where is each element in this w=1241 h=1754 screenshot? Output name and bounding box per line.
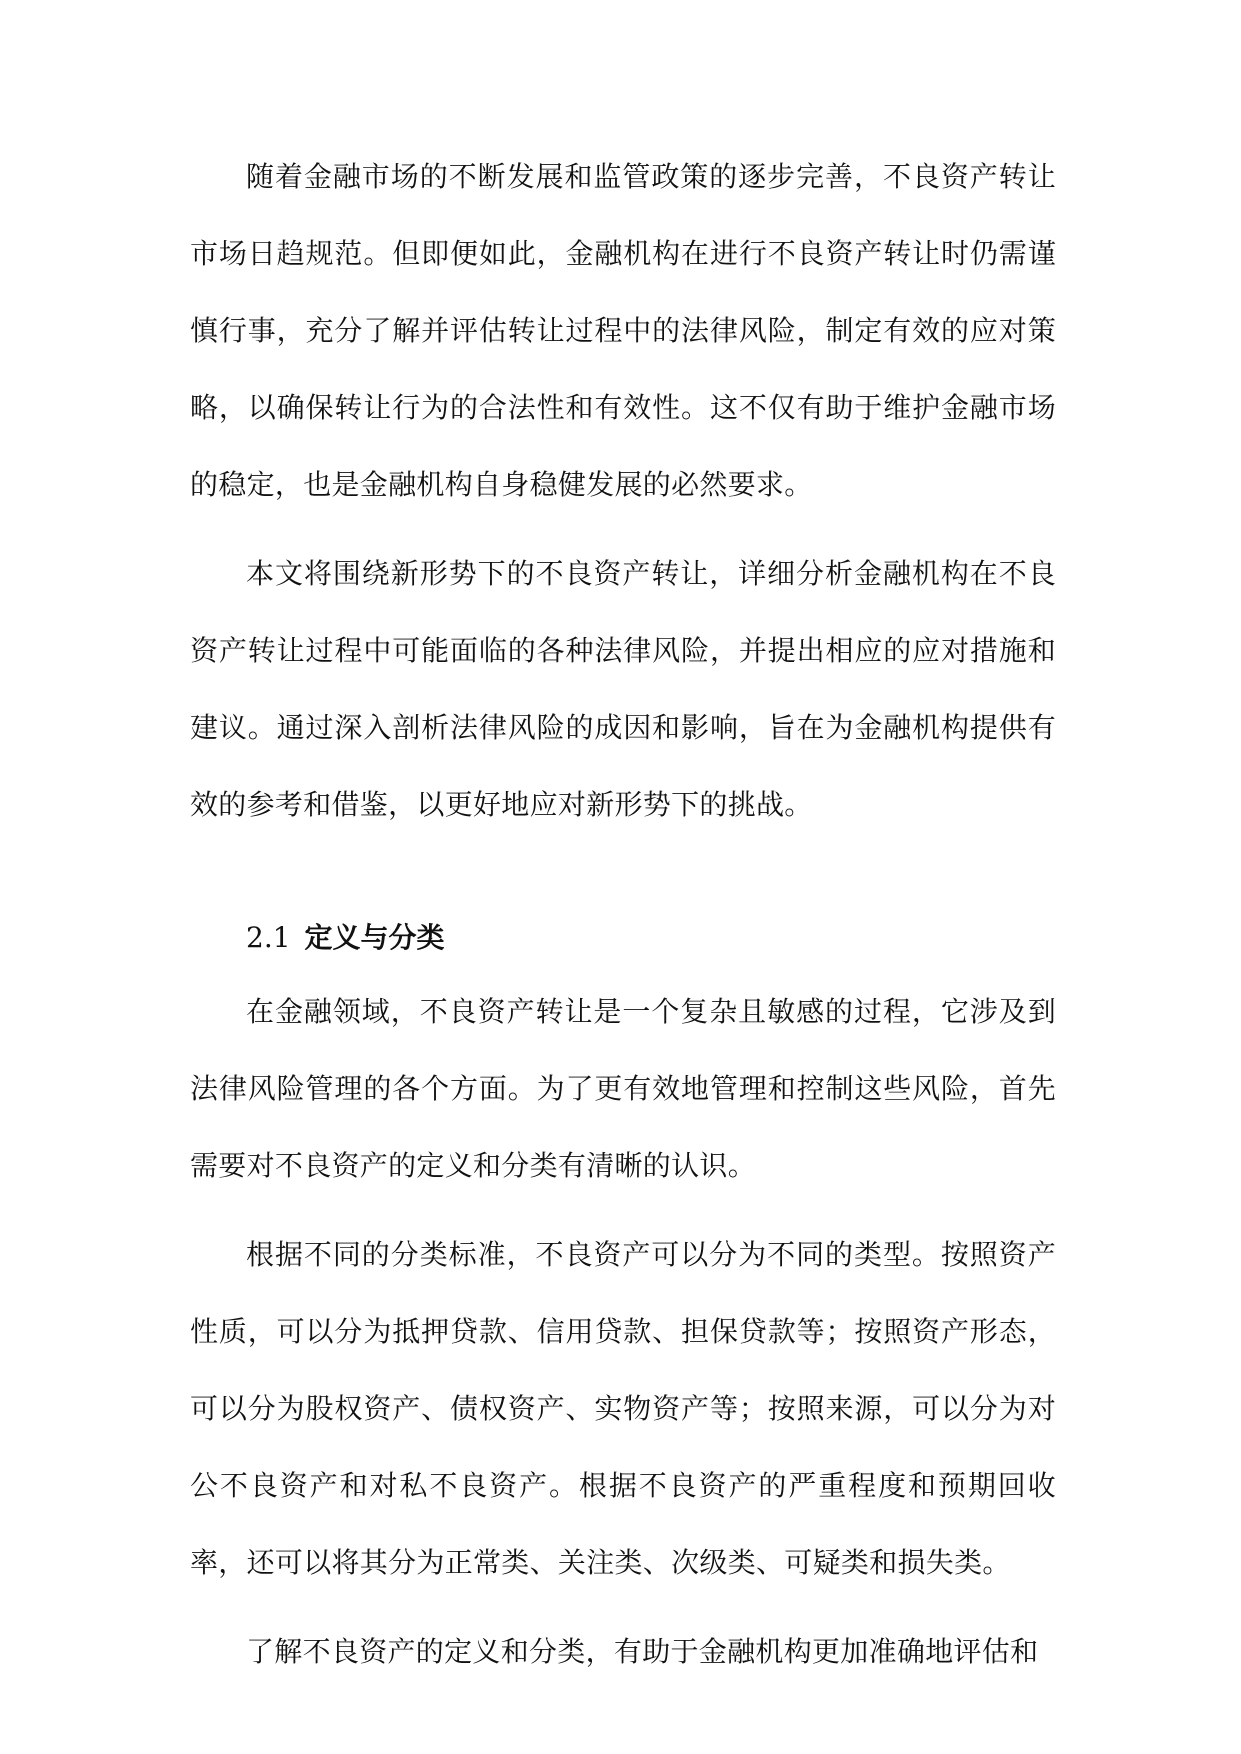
paragraph: 本文将围绕新形势下的不良资产转让，详细分析金融机构在不良资产转让过程中可能面临的各种法律风险，并提出相应的应对措施和建议。通过深入剖析法律风险的成因和影响，旨在为金融机构提供有效的参考和借鉴，以更好地应对新形势下的挑战。: [190, 557, 1056, 821]
section-heading: [190, 913, 1056, 963]
paragraph: 在金融领域，不良资产转让是一个复杂且敏感的过程，它涉及到法律风险管理的各个方面。为了更有效地管理和控制这些风险，首先需要对不良资产的定义和分类有清晰的认识。: [190, 995, 1056, 1182]
paragraph: 了解不良资产的定义和分类，有助于金融机构更加准确地评估和: [246, 1635, 1039, 1668]
paragraph: 根据不同的分类标准，不良资产可以分为不同的类型。按照资产性质，可以分为抵押贷款、信用贷款、担保贷款等；按照资产形态，可以分为股权资产、债权资产、实物资产等；按照来源，可以分为对公不良资产和对私不良资产。根据不良资产的严重程度和预期回收率，还可以将其分为正常类、关注类、次级类、可疑类和损失类。: [190, 1238, 1056, 1579]
document-body: [190, 138, 1056, 1702]
section-number: 2.1: [246, 921, 291, 954]
section-title: 定义与分类: [304, 921, 445, 954]
paragraph: 随着金融市场的不断发展和监管政策的逐步完善，不良资产转让市场日趋规范。但即便如此，金融机构在进行不良资产转让时仍需谨慎行事，充分了解并评估转让过程中的法律风险，制定有效的应对策略，以确保转让行为的合法性和有效性。这不仅有助于维护金融市场的稳定，也是金融机构自身稳健发展的必然要求。: [190, 160, 1056, 501]
